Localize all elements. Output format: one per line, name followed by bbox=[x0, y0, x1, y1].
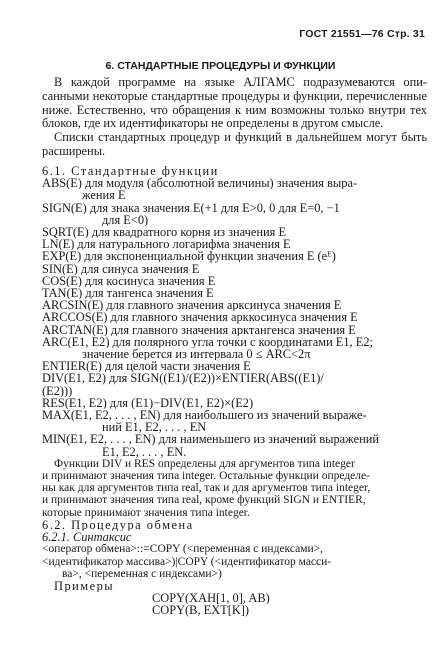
functions-body bbox=[42, 165, 427, 617]
text-line: и принимают значения типа integer. Остальные функции определе- bbox=[42, 470, 370, 483]
intro-text bbox=[42, 76, 427, 159]
subsection-heading: 6.2.1. Синтаксис bbox=[42, 531, 132, 544]
text-line: которые принимают значения типа integer. bbox=[42, 506, 250, 519]
text-line: ARCCOS(E) для главного значения арккосинуса значения Е bbox=[42, 311, 358, 324]
text-line: RES(E1, E2) для (E1)−DIV(E1, E2)×(E2) bbox=[42, 396, 254, 410]
text-line: SIN(E) для синуса значения Е bbox=[42, 262, 200, 275]
text-line: и принимают значения типа real, кроме функций SIGN и ENTIER, bbox=[42, 494, 366, 507]
text-line: ний Е1, Е2, . . . , EN bbox=[102, 421, 207, 434]
subsection-heading: 6.1. Стандартные функции bbox=[42, 165, 219, 178]
text-line: SIGN(E) для знака значения E(+1 для E>0, 0 для E=0, −1 bbox=[42, 201, 340, 214]
text-line: LN(E) для натурального логарифма значения Е bbox=[42, 238, 291, 251]
text-line: ны как для аргументов типа real, так и для аргументов типа integer, bbox=[42, 482, 371, 495]
text-line: SQRT(E) для квадратного корня из значения Е bbox=[42, 226, 287, 239]
text-line: ENTIER(E) для целой части значения Е bbox=[42, 360, 251, 373]
text-line: Функции DIV и RES определены для аргументов типа integer bbox=[54, 457, 355, 470]
code-example: COPY(B, EXT[K]) bbox=[152, 604, 250, 617]
text-line: TAN(E) для тангенса значения Е bbox=[42, 287, 214, 300]
text-line: MAX(E1, E2, . . . , EN) для наибольшего из значений выраже- bbox=[42, 409, 367, 422]
page-header: ГОСТ 21551—76 Стр. 31 bbox=[299, 28, 425, 40]
text-line: жения Е bbox=[82, 189, 126, 202]
text-line: MIN(E1, E2, . . . , EN) для наименьшего из значений выражений bbox=[42, 433, 379, 446]
text-line: ARCSIN(E) для главного значения арксинуса значения Е bbox=[42, 299, 342, 312]
text-line: ABS(E) для модуля (абсолютной величины) значения выра- bbox=[42, 177, 358, 190]
text-line: <оператор обмена>::=COPY (<переменная с индексами>, bbox=[42, 543, 323, 556]
text-line: ва>, <переменная с индексами>) bbox=[62, 567, 222, 580]
text-line: EXP(E) для экспоненциальной функции значения Е (eᴱ) bbox=[42, 250, 336, 263]
subsection-heading: 6.2. Процедура обмена bbox=[42, 518, 194, 532]
text-line: для E<0) bbox=[102, 213, 149, 227]
intro-paragraph-2: Списки стандартных процедур и функций в дальнейшем могут быть расширены. bbox=[42, 130, 427, 158]
text-line: <идентификатор массива>)|COPY (<идентификатор масси- bbox=[42, 555, 332, 568]
text-line: значение берется из интервала 0 ≤ ARC<2π bbox=[82, 348, 311, 361]
text-line: ARC(E1, E2) для полярного угла точки с координатами Е1, Е2; bbox=[42, 335, 373, 349]
intro-paragraph-1: В каждой программе на языке АЛГАМС подразумеваются описанными некоторые стандартные процедуры и функции, перечисленные ниже. Естественно, что обращения к ним возможны только внутри тех блоков, где их идентификаторы не определены в другом смысле. bbox=[42, 75, 427, 131]
text-line: DIV(E1, E2) для SIGN((E1)/(E2))×ENTIER(ABS((E1)/ bbox=[42, 372, 324, 385]
text-line: ARCTAN(E) для главного значения арктангенса значения Е bbox=[42, 323, 356, 336]
examples-label: Примеры bbox=[54, 579, 115, 593]
section-title: 6. СТАНДАРТНЫЕ ПРОЦЕДУРЫ И ФУНКЦИИ bbox=[105, 60, 336, 72]
text-line: Е1, Е2, . . . , EN. bbox=[102, 445, 187, 458]
text-line: COS(E) для косинуса значения Е bbox=[42, 274, 216, 288]
text-line: (E2))) bbox=[42, 384, 73, 397]
code-example: COPY(XAH[1, 0], AB) bbox=[152, 592, 270, 605]
